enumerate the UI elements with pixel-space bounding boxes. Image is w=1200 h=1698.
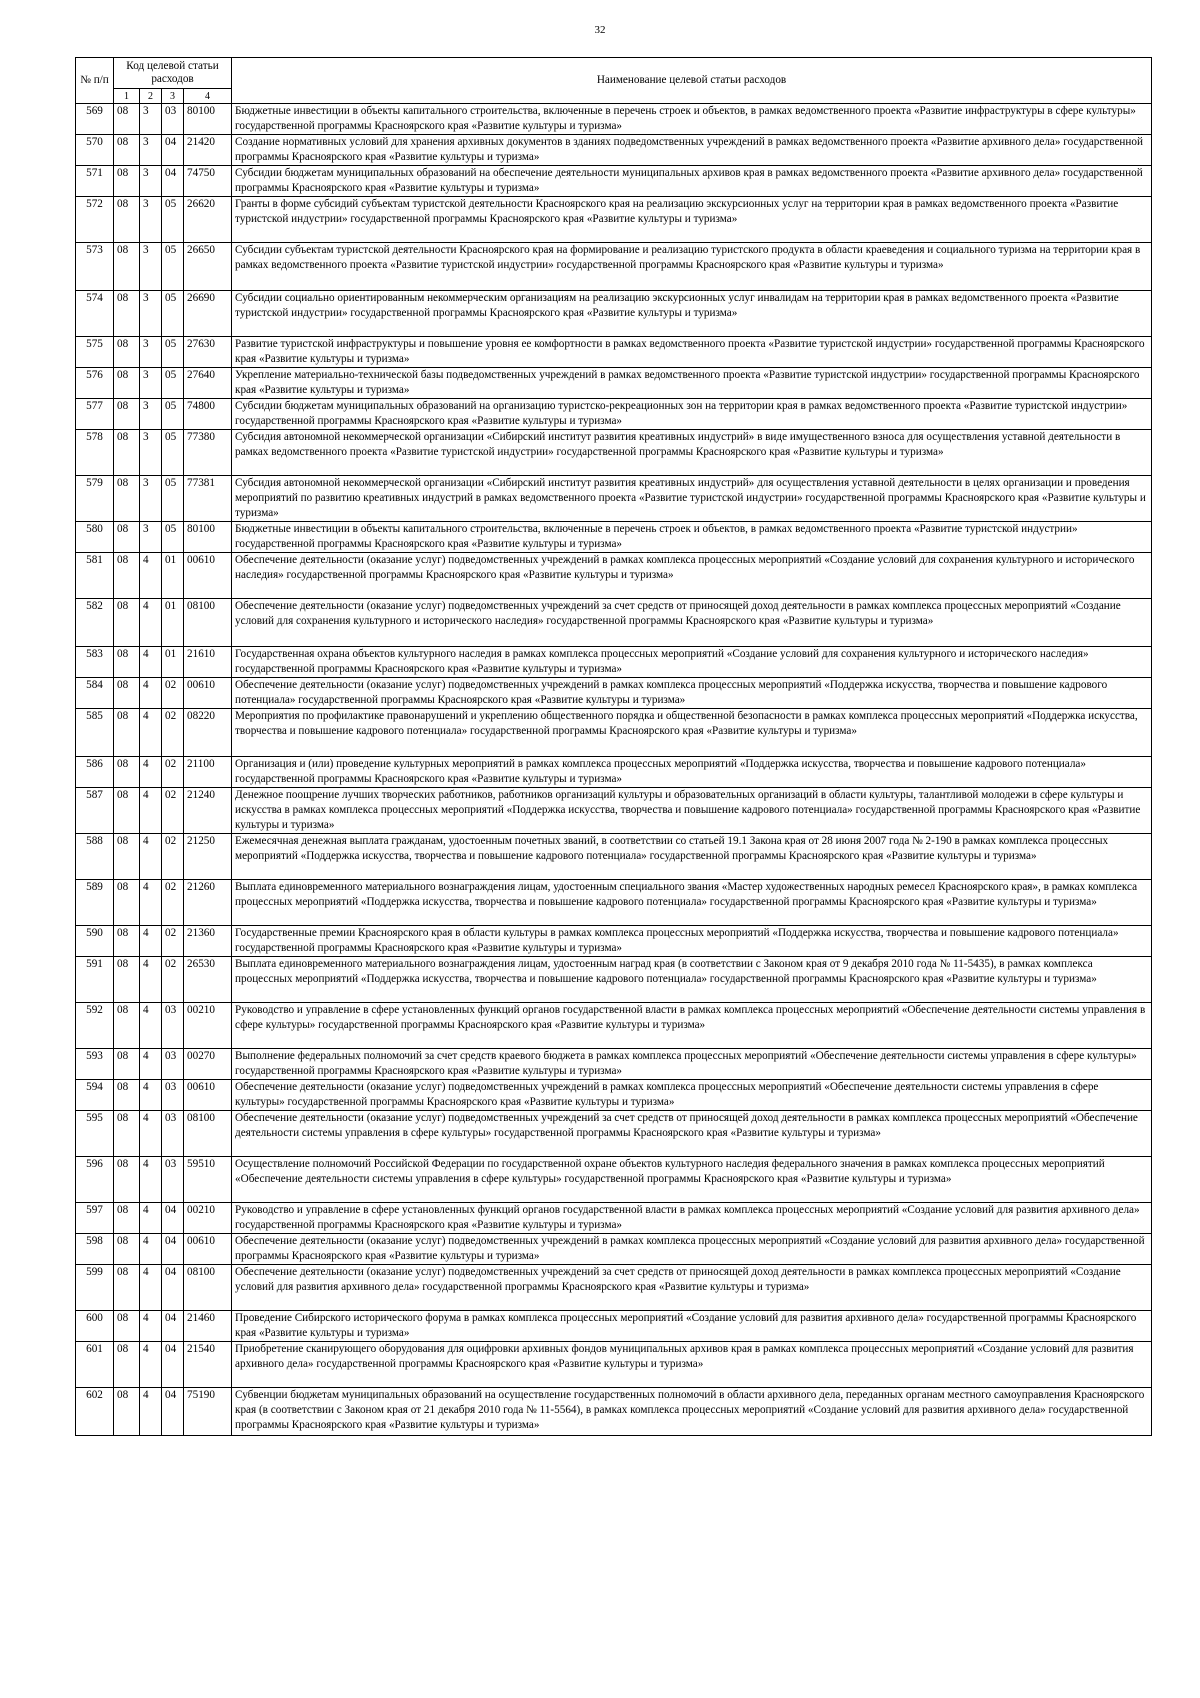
row-number: 598 <box>76 1234 114 1265</box>
table-row <box>76 926 1152 957</box>
row-number: 592 <box>76 1003 114 1049</box>
code-part-4: 26690 <box>184 291 232 337</box>
table-row <box>76 1080 1152 1111</box>
row-description: Ежемесячная денежная выплата гражданам, удостоенным почетных званий, в соответствии со статьей 19.1 Закона края от 28 июня 2007 года № 2-190 в рамках комплекса процессных мероприятий «Поддержка искусства, творчества и повышение кадрового потенциала» государственной программы Красноярского края «Развитие культуры и туризма» <box>232 834 1152 880</box>
row-number: 570 <box>76 135 114 166</box>
row-description: Обеспечение деятельности (оказание услуг) подведомственных учреждений в рамках комплекса процессных мероприятий «Обеспечение деятельности системы управления в сфере культуры» государственной программы Красноярского края «Развитие культуры и туризма» <box>232 1080 1152 1111</box>
header-sub-3: 3 <box>162 89 184 104</box>
row-number: 602 <box>76 1388 114 1436</box>
row-number: 579 <box>76 476 114 522</box>
code-part-4: 00610 <box>184 678 232 709</box>
table-row <box>76 368 1152 399</box>
row-description: Обеспечение деятельности (оказание услуг) подведомственных учреждений за счет средств от приносящей доход деятельности в рамках комплекса процессных мероприятий «Создание условий для развития архивного дела» государственной программы Красноярского края «Развитие культуры и туризма» <box>232 1265 1152 1311</box>
table-row <box>76 135 1152 166</box>
header-sub-2: 2 <box>140 89 162 104</box>
header-sub-4: 4 <box>184 89 232 104</box>
code-part-4: 74750 <box>184 166 232 197</box>
code-part-2: 4 <box>140 880 162 926</box>
row-description: Субсидия автономной некоммерческой организации «Сибирский институт развития креативных индустрий» в виде имущественного взноса для осуществления уставной деятельности в рамках ведомственного проекта «Развитие туристской индустрии» государственной программы Красноярского края «Развитие культуры и туризма» <box>232 430 1152 476</box>
code-part-4: 26620 <box>184 197 232 243</box>
row-description: Бюджетные инвестиции в объекты капитального строительства, включенные в перечень строек и объектов, в рамках ведомственного проекта «Развитие инфраструктуры в сфере культуры» государственной программы Красноярского края «Развитие культуры и туризма» <box>232 104 1152 135</box>
row-number: 591 <box>76 957 114 1003</box>
row-description: Руководство и управление в сфере установленных функций органов государственной власти в рамках комплекса процессных мероприятий «Обеспечение деятельности системы управления в сфере культуры» государственной программы Красноярского края «Развитие культуры и туризма» <box>232 1003 1152 1049</box>
code-part-2: 3 <box>140 522 162 553</box>
code-part-3: 04 <box>162 1342 184 1388</box>
code-part-1: 08 <box>114 1157 140 1203</box>
code-part-1: 08 <box>114 197 140 243</box>
code-part-2: 4 <box>140 926 162 957</box>
code-part-4: 00610 <box>184 1234 232 1265</box>
code-part-4: 26530 <box>184 957 232 1003</box>
table-row <box>76 1342 1152 1388</box>
row-description: Осуществление полномочий Российской Федерации по государственной охране объектов культурного наследия федерального значения в рамках комплекса процессных мероприятий «Обеспечение деятельности системы управления в сфере культуры» государственной программы Красноярского края «Развитие культуры и туризма» <box>232 1157 1152 1203</box>
code-part-4: 27630 <box>184 337 232 368</box>
code-part-1: 08 <box>114 476 140 522</box>
row-number: 578 <box>76 430 114 476</box>
code-part-2: 3 <box>140 104 162 135</box>
row-number: 580 <box>76 522 114 553</box>
table-row <box>76 430 1152 476</box>
code-part-2: 3 <box>140 430 162 476</box>
code-part-1: 08 <box>114 1111 140 1157</box>
code-part-3: 05 <box>162 197 184 243</box>
row-number: 571 <box>76 166 114 197</box>
code-part-3: 05 <box>162 430 184 476</box>
row-number: 595 <box>76 1111 114 1157</box>
row-description: Обеспечение деятельности (оказание услуг) подведомственных учреждений за счет средств от приносящей доход деятельности в рамках комплекса процессных мероприятий «Создание условий для сохранения культурного и исторического наследия» государственной программы Красноярского края «Развитие культуры и туризма» <box>232 599 1152 647</box>
code-part-2: 3 <box>140 337 162 368</box>
table-row <box>76 476 1152 522</box>
row-number: 582 <box>76 599 114 647</box>
code-part-3: 04 <box>162 1265 184 1311</box>
row-number: 596 <box>76 1157 114 1203</box>
row-description: Создание нормативных условий для хранения архивных документов в зданиях подведомственных учреждений в рамках ведомственного проекта «Развитие архивного дела» государственной программы Красноярского края «Развитие культуры и туризма» <box>232 135 1152 166</box>
code-part-3: 04 <box>162 135 184 166</box>
code-part-4: 21360 <box>184 926 232 957</box>
code-part-1: 08 <box>114 104 140 135</box>
row-number: 587 <box>76 788 114 834</box>
code-part-3: 01 <box>162 647 184 678</box>
code-part-1: 08 <box>114 599 140 647</box>
code-part-4: 21240 <box>184 788 232 834</box>
row-description: Бюджетные инвестиции в объекты капитального строительства, включенные в перечень строек и объектов, в рамках ведомственного проекта «Развитие туристской индустрии» государственной программы Красноярского края «Развитие культуры и туризма» <box>232 522 1152 553</box>
code-part-1: 08 <box>114 166 140 197</box>
code-part-3: 02 <box>162 757 184 788</box>
row-number: 590 <box>76 926 114 957</box>
row-number: 600 <box>76 1311 114 1342</box>
code-part-2: 4 <box>140 1265 162 1311</box>
code-part-3: 02 <box>162 788 184 834</box>
code-part-3: 04 <box>162 1234 184 1265</box>
code-part-3: 05 <box>162 476 184 522</box>
row-number: 574 <box>76 291 114 337</box>
code-part-1: 08 <box>114 926 140 957</box>
row-description: Субсидии бюджетам муниципальных образований на обеспечение деятельности муниципальных архивов края в рамках ведомственного проекта «Развитие архивного дела» государственной программы Красноярского края «Развитие культуры и туризма» <box>232 166 1152 197</box>
code-part-3: 03 <box>162 1080 184 1111</box>
code-part-3: 02 <box>162 834 184 880</box>
code-part-4: 21540 <box>184 1342 232 1388</box>
code-part-3: 02 <box>162 709 184 757</box>
code-part-2: 4 <box>140 599 162 647</box>
code-part-4: 74800 <box>184 399 232 430</box>
row-number: 584 <box>76 678 114 709</box>
table-row <box>76 243 1152 291</box>
header-name: Наименование целевой статьи расходов <box>232 58 1152 104</box>
row-description: Приобретение сканирующего оборудования для оцифровки архивных фондов муниципальных архивов края в рамках комплекса процессных мероприятий «Создание условий для развития архивного дела» государственной программы Красноярского края «Развитие культуры и туризма» <box>232 1342 1152 1388</box>
code-part-2: 3 <box>140 291 162 337</box>
table-row <box>76 522 1152 553</box>
header-row <box>76 58 1152 89</box>
code-part-3: 05 <box>162 243 184 291</box>
header-sub-1: 1 <box>114 89 140 104</box>
table-row <box>76 1157 1152 1203</box>
row-description: Обеспечение деятельности (оказание услуг) подведомственных учреждений в рамках комплекса процессных мероприятий «Создание условий для развития архивного дела» государственной программы Красноярского края «Развитие культуры и туризма» <box>232 1234 1152 1265</box>
code-part-1: 08 <box>114 243 140 291</box>
code-part-2: 3 <box>140 399 162 430</box>
row-description: Субвенции бюджетам муниципальных образований на осуществление государственных полномочий в области архивного дела, переданных органам местного самоуправления Красноярского края (в соответствии с Законом края от 21 декабря 2010 года № 11-5564), в рамках комплекса процессных мероприятий «Создание условий для развития архивного дела» государственной программы Красноярского края «Развитие культуры и туризма» <box>232 1388 1152 1436</box>
row-description: Выплата единовременного материального вознаграждения лицам, удостоенным наград края (в соответствии с Законом края от 9 декабря 2010 года № 11-5435), в рамках комплекса процессных мероприятий «Поддержка искусства, творчества и повышение кадрового потенциала» государственной программы Красноярского края «Развитие культуры и туризма» <box>232 957 1152 1003</box>
code-part-2: 3 <box>140 197 162 243</box>
code-part-1: 08 <box>114 399 140 430</box>
code-part-4: 59510 <box>184 1157 232 1203</box>
table-row <box>76 1388 1152 1436</box>
code-part-4: 77380 <box>184 430 232 476</box>
code-part-4: 08100 <box>184 1111 232 1157</box>
code-part-1: 08 <box>114 368 140 399</box>
row-number: 601 <box>76 1342 114 1388</box>
code-part-4: 27640 <box>184 368 232 399</box>
row-description: Государственная охрана объектов культурного наследия в рамках комплекса процессных мероприятий «Создание условий для сохранения культурного и исторического наследия» государственной программы Красноярского края «Развитие культуры и туризма» <box>232 647 1152 678</box>
table-row <box>76 709 1152 757</box>
code-part-3: 05 <box>162 399 184 430</box>
code-part-4: 00270 <box>184 1049 232 1080</box>
code-part-2: 3 <box>140 135 162 166</box>
code-part-4: 08220 <box>184 709 232 757</box>
table-row <box>76 1203 1152 1234</box>
row-description: Субсидии бюджетам муниципальных образований на организацию туристско-рекреационных зон на территории края в рамках ведомственного проекта «Развитие туристской индустрии» государственной программы Красноярского края «Развитие культуры и туризма» <box>232 399 1152 430</box>
code-part-4: 08100 <box>184 1265 232 1311</box>
code-part-1: 08 <box>114 291 140 337</box>
row-description: Обеспечение деятельности (оказание услуг) подведомственных учреждений за счет средств от приносящей доход деятельности в рамках комплекса процессных мероприятий «Обеспечение деятельности системы управления в сфере культуры» государственной программы Красноярского края «Развитие культуры и туризма» <box>232 1111 1152 1157</box>
code-part-4: 21100 <box>184 757 232 788</box>
code-part-2: 4 <box>140 1342 162 1388</box>
header-code: Код целевой статьи расходов <box>114 58 232 89</box>
code-part-3: 04 <box>162 166 184 197</box>
code-part-2: 4 <box>140 553 162 599</box>
row-number: 581 <box>76 553 114 599</box>
row-number: 588 <box>76 834 114 880</box>
code-part-3: 02 <box>162 926 184 957</box>
code-part-4: 80100 <box>184 104 232 135</box>
table-row <box>76 1049 1152 1080</box>
row-description: Субсидии социально ориентированным некоммерческим организациям на реализацию экскурсионных услуг инвалидам на территории края в рамках ведомственного проекта «Развитие туристской индустрии» государственной программы Красноярского края «Развитие культуры и туризма» <box>232 291 1152 337</box>
code-part-4: 77381 <box>184 476 232 522</box>
table-body <box>76 104 1152 1436</box>
code-part-1: 08 <box>114 957 140 1003</box>
code-part-2: 4 <box>140 1203 162 1234</box>
code-part-2: 4 <box>140 1111 162 1157</box>
row-number: 576 <box>76 368 114 399</box>
code-part-1: 08 <box>114 709 140 757</box>
code-part-2: 4 <box>140 647 162 678</box>
row-description: Руководство и управление в сфере установленных функций органов государственной власти в рамках комплекса процессных мероприятий «Создание условий для развития архивного дела» государственной программы Красноярского края «Развитие культуры и туризма» <box>232 1203 1152 1234</box>
table-row <box>76 1311 1152 1342</box>
code-part-3: 01 <box>162 599 184 647</box>
code-part-2: 3 <box>140 243 162 291</box>
row-number: 599 <box>76 1265 114 1311</box>
code-part-3: 02 <box>162 880 184 926</box>
code-part-3: 01 <box>162 553 184 599</box>
row-number: 585 <box>76 709 114 757</box>
code-part-2: 4 <box>140 957 162 1003</box>
row-description: Государственные премии Красноярского края в области культуры в рамках комплекса процессных мероприятий «Поддержка искусства, творчества и повышение кадрового потенциала» государственной программы Красноярского края «Развитие культуры и туризма» <box>232 926 1152 957</box>
row-number: 597 <box>76 1203 114 1234</box>
code-part-1: 08 <box>114 1265 140 1311</box>
code-part-2: 4 <box>140 1311 162 1342</box>
code-part-2: 4 <box>140 1003 162 1049</box>
code-part-4: 21250 <box>184 834 232 880</box>
code-part-2: 3 <box>140 166 162 197</box>
row-description: Субсидии субъектам туристской деятельности Красноярского края на формирование и реализацию туристского продукта в области краеведения и социального туризма на территории края в рамках ведомственного проекта «Развитие туристской индустрии» государственной программы Красноярского края «Развитие культуры и туризма» <box>232 243 1152 291</box>
table-row <box>76 678 1152 709</box>
code-part-3: 05 <box>162 368 184 399</box>
code-part-4: 00610 <box>184 1080 232 1111</box>
table-row <box>76 757 1152 788</box>
code-part-1: 08 <box>114 337 140 368</box>
code-part-2: 4 <box>140 1080 162 1111</box>
code-part-1: 08 <box>114 1342 140 1388</box>
code-part-2: 4 <box>140 788 162 834</box>
code-part-3: 02 <box>162 678 184 709</box>
row-number: 586 <box>76 757 114 788</box>
table-row <box>76 647 1152 678</box>
table-row <box>76 166 1152 197</box>
code-part-4: 21610 <box>184 647 232 678</box>
row-number: 589 <box>76 880 114 926</box>
code-part-4: 08100 <box>184 599 232 647</box>
row-description: Проведение Сибирского исторического форума в рамках комплекса процессных мероприятий «Создание условий для развития архивного дела» государственной программы Красноярского края «Развитие культуры и туризма» <box>232 1311 1152 1342</box>
code-part-4: 26650 <box>184 243 232 291</box>
code-part-3: 05 <box>162 522 184 553</box>
table-row <box>76 1111 1152 1157</box>
code-part-1: 08 <box>114 522 140 553</box>
code-part-1: 08 <box>114 647 140 678</box>
table-row <box>76 957 1152 1003</box>
table-row <box>76 399 1152 430</box>
code-part-1: 08 <box>114 135 140 166</box>
code-part-2: 4 <box>140 757 162 788</box>
row-description: Обеспечение деятельности (оказание услуг) подведомственных учреждений в рамках комплекса процессных мероприятий «Создание условий для сохранения культурного и исторического наследия» государственной программы Красноярского края «Развитие культуры и туризма» <box>232 553 1152 599</box>
table-row <box>76 788 1152 834</box>
table-row <box>76 337 1152 368</box>
code-part-3: 03 <box>162 104 184 135</box>
row-number: 572 <box>76 197 114 243</box>
code-part-1: 08 <box>114 678 140 709</box>
code-part-1: 08 <box>114 1203 140 1234</box>
code-part-2: 4 <box>140 678 162 709</box>
table-row <box>76 599 1152 647</box>
row-description: Субсидия автономной некоммерческой организации «Сибирский институт развития креативных индустрий» для осуществления уставной деятельности в целях организации и проведения мероприятий по развитию креативных индустрий в рамках ведомственного проекта «Развитие туристской индустрии» государственной программы Красноярского края «Развитие культуры и туризма» <box>232 476 1152 522</box>
code-part-3: 03 <box>162 1049 184 1080</box>
code-part-3: 03 <box>162 1157 184 1203</box>
code-part-4: 21460 <box>184 1311 232 1342</box>
code-part-3: 03 <box>162 1111 184 1157</box>
code-part-2: 4 <box>140 1388 162 1436</box>
table-row <box>76 553 1152 599</box>
table-row <box>76 1003 1152 1049</box>
code-part-1: 08 <box>114 1049 140 1080</box>
code-part-1: 08 <box>114 834 140 880</box>
row-number: 569 <box>76 104 114 135</box>
row-number: 593 <box>76 1049 114 1080</box>
code-part-4: 00610 <box>184 553 232 599</box>
code-part-2: 4 <box>140 1157 162 1203</box>
code-part-2: 4 <box>140 1049 162 1080</box>
code-part-2: 4 <box>140 1234 162 1265</box>
code-part-1: 08 <box>114 1234 140 1265</box>
row-number: 575 <box>76 337 114 368</box>
table-row <box>76 880 1152 926</box>
code-part-1: 08 <box>114 880 140 926</box>
code-part-1: 08 <box>114 1388 140 1436</box>
row-description: Выплата единовременного материального вознаграждения лицам, удостоенным специального звания «Мастер художественных народных ремесел Красноярского края», в рамках комплекса процессных мероприятий «Поддержка искусства, творчества и повышение кадрового потенциала» государственной программы Красноярского края «Развитие культуры и туризма» <box>232 880 1152 926</box>
code-part-4: 75190 <box>184 1388 232 1436</box>
table-row <box>76 104 1152 135</box>
code-part-1: 08 <box>114 788 140 834</box>
row-description: Выполнение федеральных полномочий за счет средств краевого бюджета в рамках комплекса процессных мероприятий «Обеспечение деятельности системы управления в сфере культуры» государственной программы Красноярского края «Развитие культуры и туризма» <box>232 1049 1152 1080</box>
row-description: Развитие туристской инфраструктуры и повышение уровня ее комфортности в рамках ведомственного проекта «Развитие туристской индустрии» государственной программы Красноярского края «Развитие культуры и туризма» <box>232 337 1152 368</box>
page-number: 32 <box>594 24 606 36</box>
table-row <box>76 1265 1152 1311</box>
row-description: Гранты в форме субсидий субъектам туристской деятельности Красноярского края на реализацию экскурсионных услуг на территории края в рамках ведомственного проекта «Развитие туристской индустрии» государственной программы Красноярского края «Развитие культуры и туризма» <box>232 197 1152 243</box>
row-description: Укрепление материально-технической базы подведомственных учреждений в рамках ведомственного проекта «Развитие туристской индустрии» государственной программы Красноярского края «Развитие культуры и туризма» <box>232 368 1152 399</box>
row-description: Денежное поощрение лучших творческих работников, работников организаций культуры и образовательных организаций в области культуры, талантливой молодежи в сфере культуры и искусства в рамках комплекса процессных мероприятий «Поддержка искусства, творчества и повышение кадрового потенциала» государственной программы Красноярского края «Развитие культуры и туризма» <box>232 788 1152 834</box>
code-part-1: 08 <box>114 1003 140 1049</box>
code-part-2: 4 <box>140 834 162 880</box>
code-part-3: 05 <box>162 291 184 337</box>
code-part-2: 3 <box>140 368 162 399</box>
code-part-3: 05 <box>162 337 184 368</box>
row-number: 577 <box>76 399 114 430</box>
code-part-4: 21420 <box>184 135 232 166</box>
code-part-1: 08 <box>114 553 140 599</box>
table-row <box>76 1234 1152 1265</box>
code-part-4: 21260 <box>184 880 232 926</box>
row-description: Мероприятия по профилактике правонарушений и укреплению общественного порядка и общественной безопасности в рамках комплекса процессных мероприятий «Поддержка искусства, творчества и повышение кадрового потенциала» государственной программы Красноярского края «Развитие культуры и туризма» <box>232 709 1152 757</box>
code-part-3: 04 <box>162 1388 184 1436</box>
row-number: 583 <box>76 647 114 678</box>
code-part-3: 02 <box>162 957 184 1003</box>
row-number: 594 <box>76 1080 114 1111</box>
row-description: Организация и (или) проведение культурных мероприятий в рамках комплекса процессных мероприятий «Поддержка искусства, творчества и повышение кадрового потенциала» государственной программы Красноярского края «Развитие культуры и туризма» <box>232 757 1152 788</box>
code-part-4: 00210 <box>184 1203 232 1234</box>
row-description: Обеспечение деятельности (оказание услуг) подведомственных учреждений в рамках комплекса процессных мероприятий «Поддержка искусства, творчества и повышение кадрового потенциала» государственной программы Красноярского края «Развитие культуры и туризма» <box>232 678 1152 709</box>
code-part-3: 03 <box>162 1003 184 1049</box>
code-part-1: 08 <box>114 757 140 788</box>
code-part-3: 04 <box>162 1203 184 1234</box>
code-part-2: 3 <box>140 476 162 522</box>
code-part-1: 08 <box>114 1080 140 1111</box>
table-row <box>76 291 1152 337</box>
table-row <box>76 197 1152 243</box>
code-part-4: 00210 <box>184 1003 232 1049</box>
code-part-3: 04 <box>162 1311 184 1342</box>
table-row <box>76 834 1152 880</box>
code-part-4: 80100 <box>184 522 232 553</box>
code-part-1: 08 <box>114 430 140 476</box>
header-num: № п/п <box>76 58 114 104</box>
code-part-2: 4 <box>140 709 162 757</box>
row-number: 573 <box>76 243 114 291</box>
budget-table <box>75 57 1152 1436</box>
code-part-1: 08 <box>114 1311 140 1342</box>
